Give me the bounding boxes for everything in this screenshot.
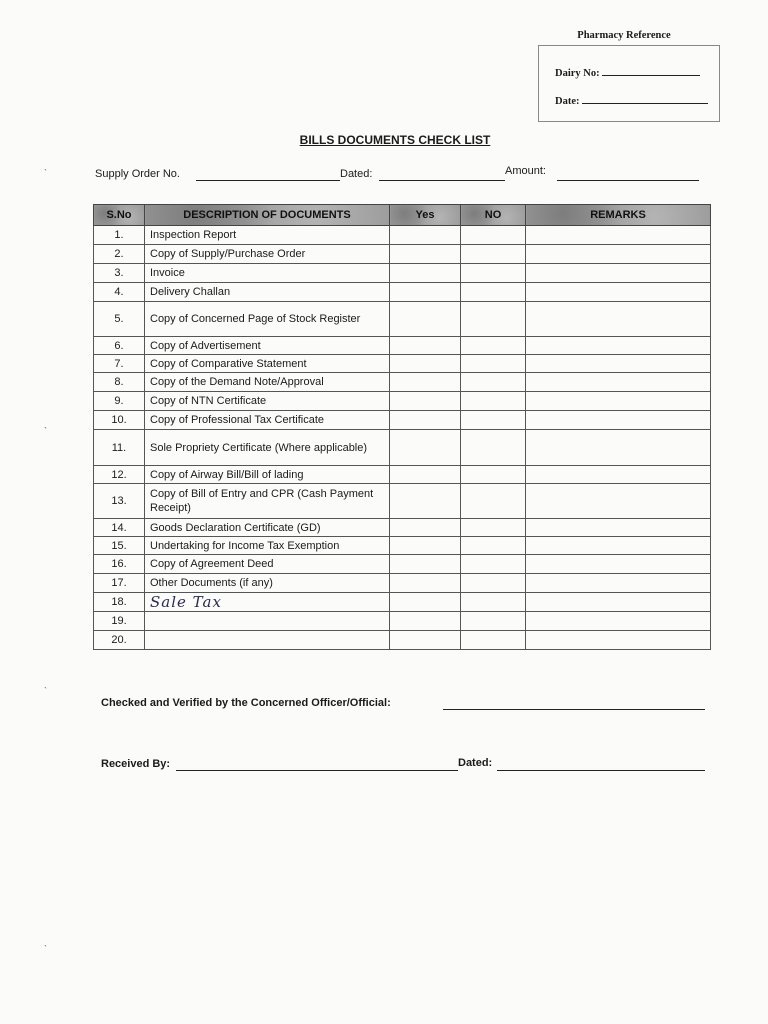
dairy-no-blank[interactable] [602, 64, 700, 76]
row-yes-cell[interactable] [390, 355, 461, 373]
table-row [94, 264, 711, 283]
header-sno: S.No [94, 205, 145, 226]
row-sno: 8. [94, 373, 145, 392]
table-row [94, 612, 711, 631]
row-description: Other Documents (if any) [145, 574, 390, 593]
row-remarks-cell[interactable] [526, 484, 711, 519]
row-description: Copy of Supply/Purchase Order [145, 245, 390, 264]
row-remarks-cell[interactable] [526, 337, 711, 355]
row-description: Copy of Concerned Page of Stock Register [145, 302, 390, 337]
row-description: Copy of NTN Certificate [145, 392, 390, 411]
row-description [145, 612, 390, 631]
row-no-cell[interactable] [461, 555, 526, 574]
received-dated-blank[interactable] [497, 758, 705, 771]
table-row [94, 484, 711, 519]
row-no-cell[interactable] [461, 631, 526, 650]
supply-order-label: Supply Order No. [95, 168, 180, 180]
row-sno: 13. [94, 484, 145, 519]
row-sno: 6. [94, 337, 145, 355]
row-description: Copy of Professional Tax Certificate [145, 411, 390, 430]
scan-mark: ` [44, 426, 47, 436]
received-by-blank[interactable] [176, 758, 458, 771]
row-description: Copy of Agreement Deed [145, 555, 390, 574]
table-row [94, 574, 711, 593]
table-row [94, 466, 711, 484]
row-description: Copy of Comparative Statement [145, 355, 390, 373]
row-no-cell[interactable] [461, 612, 526, 631]
row-remarks-cell[interactable] [526, 226, 711, 245]
row-sno: 15. [94, 537, 145, 555]
table-row [94, 555, 711, 574]
header-remarks: REMARKS [526, 205, 711, 226]
row-sno: 19. [94, 612, 145, 631]
row-yes-cell[interactable] [390, 593, 461, 612]
table-row [94, 411, 711, 430]
row-sno: 17. [94, 574, 145, 593]
table-row [94, 373, 711, 392]
row-sno: 20. [94, 631, 145, 650]
row-yes-cell[interactable] [390, 631, 461, 650]
row-no-cell[interactable] [461, 574, 526, 593]
row-yes-cell[interactable] [390, 466, 461, 484]
row-remarks-cell[interactable] [526, 392, 711, 411]
pharmacy-reference-title: Pharmacy Reference [577, 30, 671, 41]
supply-amount-blank[interactable] [557, 168, 699, 181]
row-sno: 14. [94, 519, 145, 537]
row-yes-cell[interactable] [390, 537, 461, 555]
row-no-cell[interactable] [461, 519, 526, 537]
dairy-no-field[interactable] [555, 64, 700, 79]
table-row [94, 302, 711, 337]
row-remarks-cell[interactable] [526, 373, 711, 392]
row-sno: 16. [94, 555, 145, 574]
row-sno: 4. [94, 283, 145, 302]
row-remarks-cell[interactable] [526, 264, 711, 283]
supply-dated-label: Dated: [340, 168, 373, 180]
row-yes-cell[interactable] [390, 411, 461, 430]
row-sno: 3. [94, 264, 145, 283]
row-description: Invoice [145, 264, 390, 283]
row-remarks-cell[interactable] [526, 302, 711, 337]
row-remarks-cell[interactable] [526, 411, 711, 430]
row-remarks-cell[interactable] [526, 555, 711, 574]
row-description: Goods Declaration Certificate (GD) [145, 519, 390, 537]
row-description: Copy of the Demand Note/Approval [145, 373, 390, 392]
supply-amount-label: Amount: [505, 165, 546, 177]
row-description: Copy of Advertisement [145, 337, 390, 355]
pharmacy-reference-box [538, 45, 720, 122]
row-no-cell[interactable] [461, 392, 526, 411]
row-remarks-cell[interactable] [526, 612, 711, 631]
row-remarks-cell[interactable] [526, 466, 711, 484]
checked-verified-blank[interactable] [443, 709, 705, 710]
row-no-cell[interactable] [461, 226, 526, 245]
row-sno: 11. [94, 430, 145, 466]
row-no-cell[interactable] [461, 373, 526, 392]
checked-verified-label: Checked and Verified by the Concerned Officer/Official: [101, 697, 391, 709]
row-no-cell[interactable] [461, 245, 526, 264]
row-description [145, 631, 390, 650]
row-description: Copy of Airway Bill/Bill of lading [145, 466, 390, 484]
documents-checklist-table [93, 204, 711, 650]
received-dated-label: Dated: [458, 757, 493, 769]
header-yes: Yes [390, 205, 461, 226]
row-no-cell[interactable] [461, 355, 526, 373]
table-row [94, 430, 711, 466]
row-no-cell[interactable] [461, 264, 526, 283]
dairy-no-label: Dairy No: [555, 68, 600, 79]
row-yes-cell[interactable] [390, 264, 461, 283]
table-row [94, 631, 711, 650]
scan-mark: ` [44, 944, 47, 954]
row-yes-cell[interactable] [390, 430, 461, 466]
table-row [94, 593, 711, 612]
row-yes-cell[interactable] [390, 392, 461, 411]
row-sno: 18. [94, 593, 145, 612]
row-description: Copy of Bill of Entry and CPR (Cash Payment Receipt) [145, 484, 390, 519]
ref-date-field[interactable] [555, 92, 708, 107]
scan-mark: ` [44, 168, 47, 178]
row-no-cell[interactable] [461, 283, 526, 302]
row-yes-cell[interactable] [390, 302, 461, 337]
ref-date-label: Date: [555, 96, 580, 107]
ref-date-blank[interactable] [582, 92, 708, 104]
row-description: Undertaking for Income Tax Exemption [145, 537, 390, 555]
row-remarks-cell[interactable] [526, 574, 711, 593]
page-title: BILLS DOCUMENTS CHECK LIST [299, 133, 491, 147]
row-description: Sole Propriety Certificate (Where applicable) [145, 430, 390, 466]
scan-mark: ` [44, 686, 47, 696]
supply-order-blank[interactable] [196, 168, 340, 181]
supply-dated-blank[interactable] [379, 168, 505, 181]
row-no-cell[interactable] [461, 484, 526, 519]
row-remarks-cell[interactable] [526, 245, 711, 264]
row-yes-cell[interactable] [390, 555, 461, 574]
row-no-cell[interactable] [461, 411, 526, 430]
header-no: NO [461, 205, 526, 226]
table-row [94, 355, 711, 373]
row-remarks-cell[interactable] [526, 537, 711, 555]
received-by-label: Received By: [101, 758, 171, 770]
table-row [94, 245, 711, 264]
row-sno: 12. [94, 466, 145, 484]
row-sno: 1. [94, 226, 145, 245]
table-row [94, 519, 711, 537]
row-remarks-cell[interactable] [526, 519, 711, 537]
row-remarks-cell[interactable] [526, 283, 711, 302]
table-header-row [94, 205, 711, 226]
row-no-cell[interactable] [461, 537, 526, 555]
table-row [94, 226, 711, 245]
row-no-cell[interactable] [461, 593, 526, 612]
row-description: Delivery Challan [145, 283, 390, 302]
row-yes-cell[interactable] [390, 574, 461, 593]
row-sno: 9. [94, 392, 145, 411]
table-row [94, 283, 711, 302]
row-sno: 5. [94, 302, 145, 337]
table-row [94, 537, 711, 555]
row-sno: 7. [94, 355, 145, 373]
table-row [94, 392, 711, 411]
row-remarks-cell[interactable] [526, 631, 711, 650]
row-yes-cell[interactable] [390, 245, 461, 264]
header-description: DESCRIPTION OF DOCUMENTS [145, 205, 390, 226]
row-description: Inspection Report [145, 226, 390, 245]
row-sno: 10. [94, 411, 145, 430]
row-sno: 2. [94, 245, 145, 264]
row-yes-cell[interactable] [390, 612, 461, 631]
row-yes-cell[interactable] [390, 484, 461, 519]
row-no-cell[interactable] [461, 430, 526, 466]
row-yes-cell[interactable] [390, 226, 461, 245]
row-yes-cell[interactable] [390, 283, 461, 302]
row-remarks-cell[interactable] [526, 430, 711, 466]
row-yes-cell[interactable] [390, 373, 461, 392]
row-remarks-cell[interactable] [526, 593, 711, 612]
table-row [94, 337, 711, 355]
row-no-cell[interactable] [461, 337, 526, 355]
row-yes-cell[interactable] [390, 337, 461, 355]
row-remarks-cell[interactable] [526, 355, 711, 373]
row-yes-cell[interactable] [390, 519, 461, 537]
row-description-handwritten: Sale Tax [145, 593, 390, 612]
row-no-cell[interactable] [461, 302, 526, 337]
row-no-cell[interactable] [461, 466, 526, 484]
